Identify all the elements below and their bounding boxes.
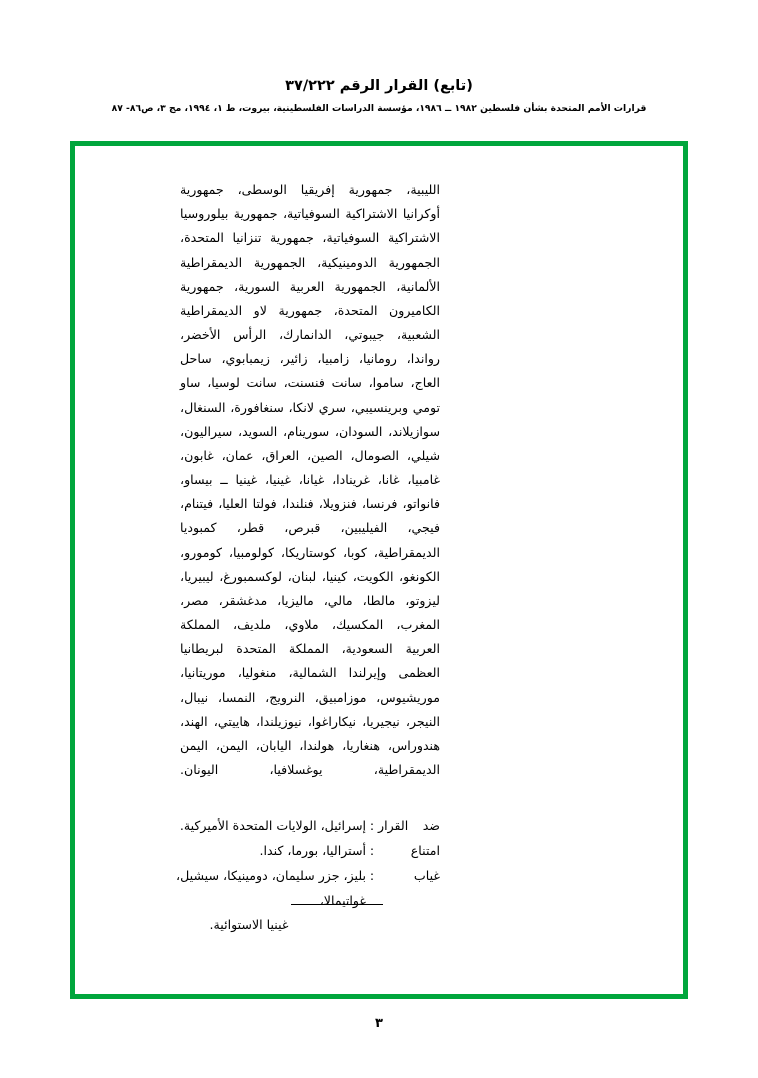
vote-value-against: إسرائيل، الولايات المتحدة الأميركية. <box>179 818 366 833</box>
vote-value-absent-line2: غينيا الاستوائية. <box>209 916 289 932</box>
horizontal-rule <box>291 904 383 905</box>
vote-value-abstained: أستراليا، بورما، كندا. <box>259 843 366 859</box>
document-source-line: قرارات الأمم المتحدة بشأن فلسطين ١٩٨٢ ــ ١٩٨٦، مؤسسة الدراسات الفلسطينية، بيروت، ط ١، ١٩٩٤، مج ٣، ص٨٦- ٨٧ <box>111 103 647 115</box>
vote-row <box>140 839 440 863</box>
vote-label-absent: غياب <box>413 868 440 884</box>
vote-results-list <box>140 814 440 938</box>
vote-colon: : <box>369 818 375 833</box>
green-border-frame <box>70 141 688 999</box>
body-text: الليبية، جمهورية إفريقيا الوسطى، جمهورية أوكرانيا الاشتراكية السوفياتية، جمهورية بيلوروسيا الاشتراكية السوفياتية، جمهورية تنزانيا المتحدة، الجمهورية الدومينيكية، الجمهورية الديمقراطية الألمانية، الجمهورية العربية السورية، جمهورية الكاميرون المتحدة، جمهورية لاو الديمقراطية الشعبية، جيبوتي، الدانمارك، الرأس الأخضر، رواندا، رومانيا، زامبيا، زائير، زيمبابوي، ساحل العاج، ساموا، سانت فنسنت، سانت لوسيا، ساو تومي وبرينسيبي، سري لانكا، سنغافورة، السنغال، سوازيلاند، السودان، سورينام، السويد، سيراليون، شيلي، الصومال، الصين، العراق، عمان، غابون، غامبيا، غانا، غرينادا، غيانا، غينيا، غينيا ــ بيساو، فانواتو، فرنسا، فنزويلا، فنلندا، فولتا العليا، فيتنام، فيجي، الفيليبين، قبرص، قطر، كمبوديا الديمقراطية، كوبا، كوستاريكا، كولومبيا، كومورو، الكونغو، الكويت، كينيا، لبنان، لوكسمبورغ، ليبيريا، ليزوتو، مالطا، مالي، ماليزيا، مدغشقر، مصر، المغرب، المكسيك، ملاوي، ملديف، المملكة العربية السعودية، المملكة المتحدة لبريطانيا العظمى وإيرلندا الشمالية، منغوليا، موريتانيا، موريشيوس، موزامبيق، النرويج، النمسا، نيبال، النيجر، نيجيريا، نيكاراغوا، نيوزيلندا، هاييتي، الهند، هندوراس، هنغاريا، هولندا، اليابان، اليمن، اليمن الديمقراطية، يوغسلافيا، اليونان. <box>180 182 440 778</box>
vote-row <box>140 864 440 937</box>
document-header <box>0 76 758 116</box>
vote-label-against: ضد القرار <box>378 818 440 833</box>
vote-row <box>140 814 440 838</box>
vote-value-absent-line1: بليز، جزر سليمان، دومينيكا، سيشيل، غواتيمالا، <box>176 868 366 908</box>
vote-label-abstained: امتناع <box>410 843 440 859</box>
page-title: (تابع) القرار الرقم ٣٧/٢٢٢ <box>285 78 473 94</box>
page-number: ٣ <box>375 1016 383 1031</box>
vote-colon: : <box>369 843 375 859</box>
vote-value-absent <box>140 864 366 937</box>
vote-colon: : <box>369 868 375 884</box>
